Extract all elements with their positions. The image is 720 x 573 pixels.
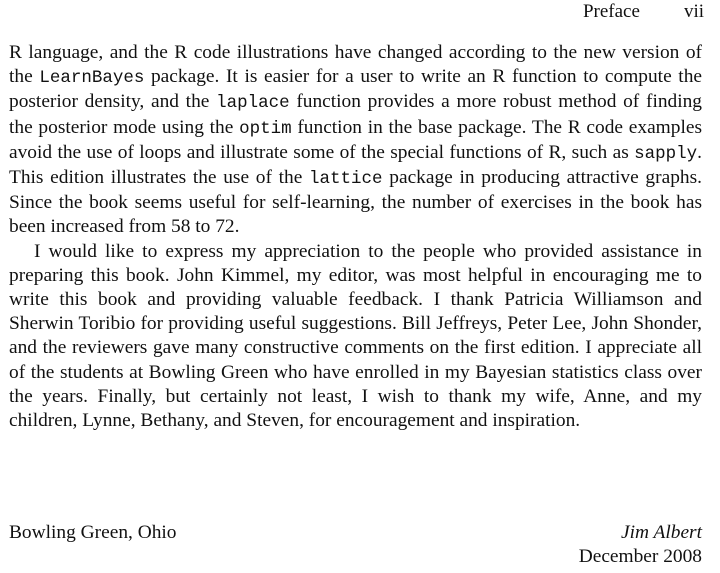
signoff-date: December 2008	[578, 546, 702, 567]
signoff-author: Jim Albert	[621, 522, 702, 543]
page-number: vii	[683, 1, 704, 22]
signoff-place: Bowling Green, Ohio	[9, 522, 177, 543]
paragraph-1	[9, 41, 702, 240]
paragraph-2: I would like to express my appreciation to the people who provided assistance in preparing this book. John Kimmel, my editor, was most helpful in encouraging me to write this book and providing valuable feedback. I thank Patricia Williamson and Sherwin Toribio for providing useful suggestions. Bill Jeffreys, Peter Lee, John Shonder, and the reviewers gave many constructive comments on the first edition. I appreciate all of the students at Bowling Green who have enrolled in my Bayesian statistics class over the years. Finally, but certainly not least, I wish to thank my wife, Anne, and my children, Lynne, Bethany, and Steven, for encouragement and inspiration.	[9, 240, 702, 432]
paragraph-1-text: function in the base package. The R code examples avoid the use of loops and illustrate some of the special functions of R, such as	[9, 116, 702, 163]
code-laplace: laplace	[216, 93, 290, 114]
paragraph-1-text: package in producing attractive graphs. Since the book seems useful for self-learning, the number of exercises in the book has been increased from 58 to 72.	[9, 167, 702, 238]
paragraph-1-text: R language, and the R code illustrations have changed according to the new version of the	[9, 42, 702, 88]
code-learnbayes: LearnBayes	[39, 68, 145, 89]
code-lattice: lattice	[309, 169, 383, 190]
paragraph-1-text: . This edition illustrates the use of the	[9, 141, 702, 189]
preface-body	[9, 41, 702, 433]
code-sapply: sapply	[634, 143, 698, 164]
paragraph-1-text: function provides a more robust method of finding the posterior mode using the	[9, 91, 702, 138]
running-head-section: Preface	[582, 1, 640, 22]
paragraph-1-text: package. It is easier for a user to write an R function to compute the posterior density, and the	[9, 66, 702, 113]
code-optim: optim	[239, 118, 292, 139]
running-head	[583, 1, 704, 23]
